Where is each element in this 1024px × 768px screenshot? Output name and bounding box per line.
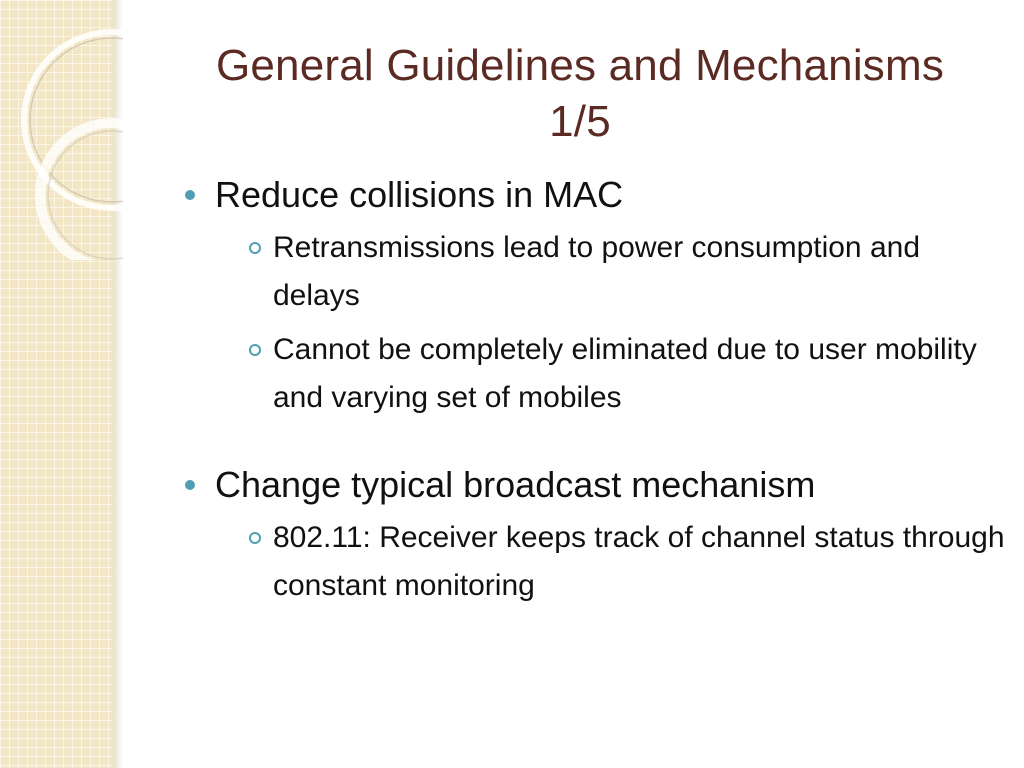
sub-bullet-item bbox=[215, 224, 1005, 320]
hollow-circle-bullet-icon bbox=[249, 344, 261, 356]
bullet-item bbox=[185, 172, 1005, 422]
sub-bullet-item bbox=[215, 514, 1005, 610]
filled-circle-bullet-icon bbox=[185, 480, 195, 490]
bullet-text: Change typical broadcast mechanism bbox=[215, 464, 816, 505]
slide-title bbox=[160, 38, 1000, 150]
sub-bullet-text: Retransmissions lead to power consumption and delays bbox=[273, 231, 921, 312]
hollow-circle-bullet-icon bbox=[249, 242, 261, 254]
filled-circle-bullet-icon bbox=[185, 190, 195, 200]
sub-bullet-text: Cannot be completely eliminated due to user mobility and varying set of mobiles bbox=[273, 333, 977, 414]
bullet-item bbox=[185, 462, 1005, 610]
slide-title-line-1: General Guidelines and Mechanisms bbox=[215, 41, 945, 90]
sub-bullet-item bbox=[215, 326, 1005, 422]
hollow-circle-bullet-icon bbox=[249, 532, 261, 544]
sub-bullet-text: 802.11: Receiver keeps track of channel status through constant monitoring bbox=[273, 521, 1005, 602]
slide-title-line-2: 1/5 bbox=[549, 97, 611, 146]
decorative-rings bbox=[0, 0, 123, 260]
bullet-list bbox=[185, 172, 1005, 610]
bullet-text: Reduce collisions in MAC bbox=[215, 174, 624, 215]
